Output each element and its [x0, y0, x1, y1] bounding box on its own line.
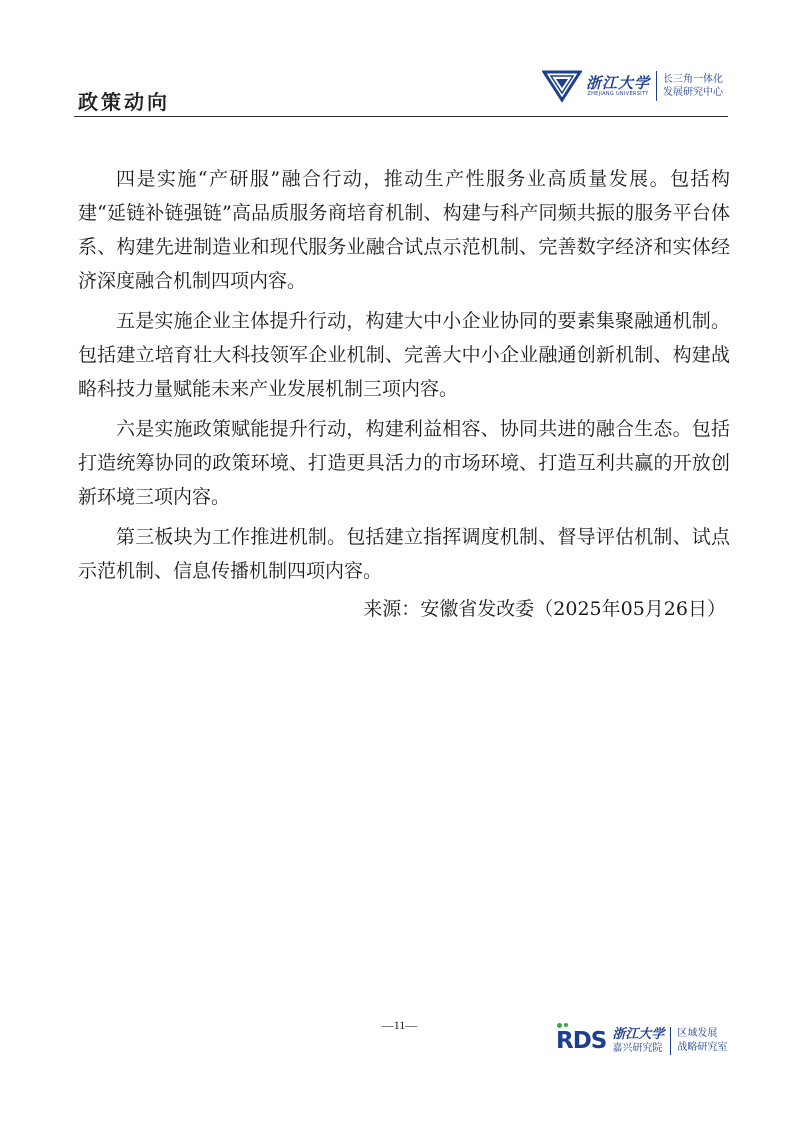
logo-divider: [656, 71, 657, 101]
footer-institute: [612, 1027, 664, 1055]
university-name-script: 浙江大学: [586, 74, 651, 92]
paragraph-mechanism: 第三板块为工作推进机制。包括建立指挥调度机制、督导评估机制、试点示范机制、信息传播机制四项内容。: [78, 526, 730, 582]
footer-office: [677, 1027, 727, 1055]
zju-emblem-icon: [542, 68, 582, 104]
green-dot-icon: [557, 1023, 562, 1028]
office-line1: 区域发展: [677, 1028, 718, 1039]
section-title: 政策动向: [78, 90, 170, 114]
header-divider: [74, 116, 728, 117]
green-dot-icon: [564, 1023, 568, 1027]
center-name-line2: 发展研究中心: [663, 87, 724, 98]
paragraph-5: 五是实施企业主体提升行动，构建大中小企业协同的要素集聚融通机制。包括建立培育壮大科技领军企业机制、完善大中小企业融通创新机制、构建战略科技力量赋能未来产业发展机制三项内容。: [78, 310, 730, 400]
rds-logo: [556, 1028, 606, 1054]
rds-logo-text: RDS: [556, 1028, 607, 1054]
source-line: 来源：安徽省发改委（2025年05月26日）: [363, 598, 726, 620]
footer-university-script: 浙江大学: [612, 1027, 665, 1042]
page-number: —11—: [381, 1018, 418, 1032]
university-name-english: ZHEJIANG UNIVERSITY: [587, 91, 649, 97]
header-logo: [542, 64, 742, 108]
research-center-name: [663, 73, 723, 99]
paragraph-4: 四是实施“产研服”融合行动，推动生产性服务业高质量发展。包括构建“延链补链强链”高品质服务商培育机制、构建与科产同频共振的服务平台体系、构建先进制造业和现代服务业融合试点示范机制、完善数字经济和实体经济深度融合机制四项内容。: [78, 168, 730, 292]
office-line2: 战略研究室: [677, 1042, 728, 1053]
center-name-line1: 长三角一体化: [663, 74, 724, 85]
footer-logo: [556, 1023, 736, 1059]
paragraph-6: 六是实施政策赋能提升行动，构建利益相容、协同共进的融合生态。包括打造统筹协同的政策环境、打造更具活力的市场环境、打造互利共赢的开放创新环境三项内容。: [78, 418, 730, 508]
footer-divider: [670, 1027, 671, 1055]
footer-institute-name: 嘉兴研究院: [612, 1043, 663, 1054]
article-body: [78, 162, 730, 632]
